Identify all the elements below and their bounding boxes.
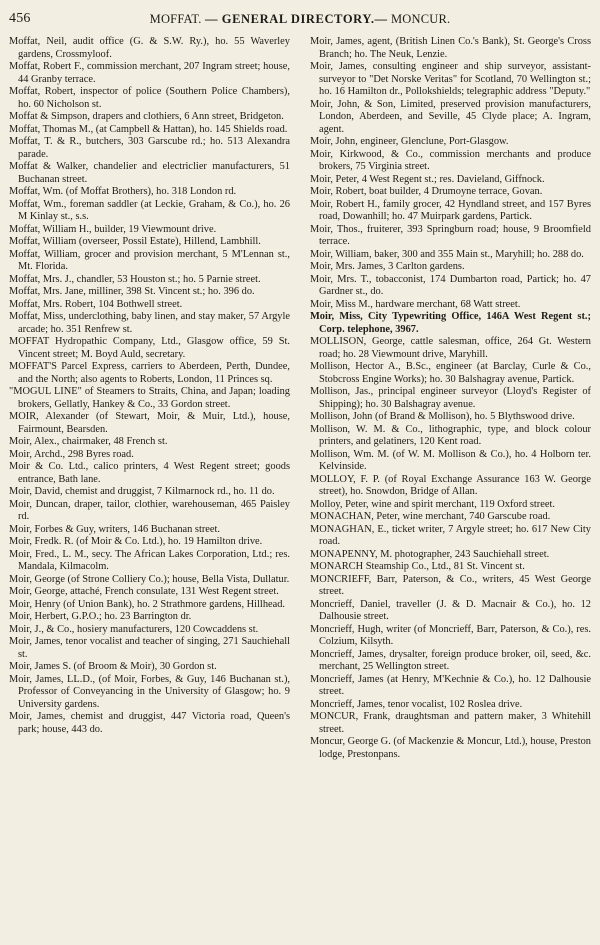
directory-entry: MOLLISON, George, cattle salesman, office, 264 Gt. Western road; ho. 28 Viewmount drive, Maryhill.	[310, 336, 591, 360]
directory-entry: Moffat, Miss, underclothing, baby linen, and stay maker, 57 Argyle arcade; ho. 351 Renfrew st.	[9, 311, 290, 335]
directory-entry: Moffat, T. & R., butchers, 303 Garscube rd.; ho. 513 Alexandra parade.	[9, 136, 290, 160]
directory-entry: Moffat, Mrs. J., chandler, 53 Houston st.; ho. 5 Parnie street.	[9, 273, 261, 285]
directory-entry: Moir, David, chemist and druggist, 7 Kilmarnock rd., ho. 11 do.	[9, 486, 275, 497]
directory-entry: Moncrieff, James, tenor vocalist, 102 Roslea drive.	[310, 698, 523, 710]
directory-entry: Moffat, Mrs. Robert, 104 Bothwell street.	[9, 298, 183, 310]
directory-entry: Moir, James, LL.D., (of Moir, Forbes, & Guy, 146 Buchanan st.), Professor of Conveyancing in the University of Glasgow; ho. 9 University gardens.	[9, 673, 290, 710]
directory-entry: Moffat, Mrs. Jane, milliner, 398 St. Vincent st.; ho. 396 do.	[9, 286, 255, 297]
directory-entry: Mollison, Jas., principal engineer surveyor (Lloyd's Register of Shipping); ho. 30 Balshagray avenue.	[310, 386, 591, 410]
directory-entry: Moffat, William H., builder, 19 Viewmount drive.	[9, 223, 217, 235]
directory-entry: Moir, John, & Son, Limited, preserved provision manufacturers, London, Aberdeen, and Seville, 45 Clyde place; A. Ingram, agent.	[310, 98, 591, 135]
directory-entry: Moir, Henry (of Union Bank), ho. 2 Strathmore gardens, Hillhead.	[9, 598, 286, 610]
directory-entry: Moncrieff, Hugh, writer (of Moncrieff, Barr, Paterson, & Co.), res. Colzium, Kilsyth.	[310, 623, 591, 647]
directory-entry: Moir, Robert, boat builder, 4 Drumoyne terrace, Govan.	[310, 186, 543, 197]
directory-entry: Moir, Archd., 298 Byres road.	[9, 448, 134, 460]
directory-entry: Moir, Fredk. R. (of Moir & Co. Ltd.), ho. 19 Hamilton drive.	[9, 536, 263, 547]
directory-entry: MONCRIEFF, Barr, Paterson, & Co., writers, 45 West George street.	[310, 573, 591, 597]
directory-entry: Moir, James, chemist and druggist, 447 Victoria road, Queen's park; house, 443 do.	[9, 711, 290, 735]
directory-entry: Mollison, W. M. & Co., lithographic, type, and block colour printers, and gelatiners, 120 Kent road.	[310, 423, 591, 447]
directory-entry: Moir, Thos., fruiterer, 393 Springburn road; house, 9 Broomfield terrace.	[310, 223, 591, 247]
directory-entry: MOIR, Alexander (of Stewart, Moir, & Muir, Ltd.), house, Fairmount, Bearsden.	[9, 411, 290, 435]
directory-entry: Molloy, Peter, wine and spirit merchant, 119 Oxford street.	[310, 498, 555, 510]
left-column	[9, 36, 290, 761]
directory-entry: Mollison, John (of Brand & Mollison), ho. 5 Blythswood drive.	[310, 411, 575, 422]
directory-entry: Moffat, Wm., foreman saddler (at Leckie, Graham, & Co.), ho. 26 M Kinlay st., s.s.	[9, 198, 290, 222]
running-title	[9, 12, 591, 27]
directory-entry: Moir, Kirkwood, & Co., commission merchants and produce brokers, 75 Virginia street.	[310, 148, 591, 172]
directory-entry: Moffat & Simpson, drapers and clothiers, 6 Ann street, Bridgeton.	[9, 111, 284, 122]
directory-entry: Moir, George (of Strone Colliery Co.); house, Bella Vista, Dullatur.	[9, 573, 290, 585]
directory-entry: Moir, Herbert, G.P.O.; ho. 23 Barrington dr.	[9, 611, 192, 622]
directory-entry: Moffat, Robert F., commission merchant, 207 Ingram street; house, 44 Granby terrace.	[9, 61, 290, 85]
directory-entry: Moir, Miss M., hardware merchant, 68 Watt street.	[310, 298, 521, 310]
directory-entry: Moir, Miss, City Typewriting Office, 146A West Regent st.; Corp. telephone, 3967.	[310, 311, 591, 335]
directory-entry: MOFFAT Hydropathic Company, Ltd., Glasgow office, 59 St. Vincent street; M. Boyd Auld, secretary.	[9, 336, 290, 360]
title-center: — GENERAL DIRECTORY.—	[204, 12, 388, 26]
directory-entry: Moffat, William (overseer, Possil Estate), Hillend, Lambhill.	[9, 236, 261, 247]
directory-entry: Moir, Alex., chairmaker, 48 French st.	[9, 436, 168, 447]
directory-entry: Moncur, George G. (of Mackenzie & Moncur, Ltd.), house, Preston lodge, Prestonpans.	[310, 736, 591, 760]
directory-entry: Moir, George, attaché, French consulate, 131 West Regent street.	[9, 586, 279, 597]
directory-entry: Moir, James S. (of Broom & Moir), 30 Gordon st.	[9, 661, 217, 672]
directory-entry: MONACHAN, Peter, wine merchant, 740 Garscube road.	[310, 511, 551, 522]
directory-entry: Moir, J., & Co., hosiery manufacturers, 120 Cowcaddens st.	[9, 623, 259, 635]
directory-entry: Moir, Robert H., family grocer, 42 Hyndland street, and 157 Byres road, Dowanhill; ho. 47 Muirpark gardens, Partick.	[310, 198, 591, 222]
directory-entry: Moir, Mrs. James, 3 Carlton gardens.	[310, 261, 465, 272]
directory-entry: Moir, Mrs. T., tobacconist, 174 Dumbarton road, Partick; ho. 47 Gardner st., do.	[310, 273, 591, 297]
directory-entry: MONAGHAN, E., ticket writer, 7 Argyle street; ho. 617 New City road.	[310, 523, 591, 547]
directory-entry: Moffat & Walker, chandelier and electriclier manufacturers, 51 Buchanan street.	[9, 161, 290, 185]
directory-entry: "MOGUL LINE" of Steamers to Straits, China, and Japan; loading brokers, Gellatly, Hankey & Co., 33 Gordon street.	[9, 386, 290, 410]
directory-entry: Moir, Duncan, draper, tailor, clothier, warehouseman, 465 Paisley rd.	[9, 498, 290, 522]
directory-entry: Moffat, Thomas M., (at Campbell & Hattan), ho. 145 Shields road.	[9, 123, 288, 135]
directory-entry: MONCUR, Frank, draughtsman and pattern maker, 3 Whitehill street.	[310, 711, 591, 735]
directory-entry: Moffat, William, grocer and provision merchant, 5 M'Lennan st., Mt. Florida.	[9, 248, 290, 272]
directory-entry: Moir, John, engineer, Glenclune, Port-Glasgow.	[310, 136, 509, 147]
directory-entry: MOFFAT'S Parcel Express, carriers to Aberdeen, Perth, Dundee, and the North; also agents to Roberts, London, 11 Princes sq.	[9, 361, 290, 385]
directory-entry: Moir, James, tenor vocalist and teacher of singing, 271 Sauchiehall st.	[9, 636, 290, 660]
directory-entry: Mollison, Wm. M. (of W. M. Mollison & Co.), ho. 4 Holborn ter. Kelvinside.	[310, 448, 591, 472]
directory-entry: Moir, Forbes & Guy, writers, 146 Buchanan street.	[9, 523, 221, 535]
directory-entry: Moncrieff, James (at Henry, M'Kechnie & Co.), ho. 12 Dalhousie street.	[310, 673, 591, 697]
right-column	[310, 36, 591, 761]
directory-columns	[9, 36, 591, 761]
directory-entry: Moir, James, consulting engineer and ship surveyor, assistant-surveyor to "Det Norske Veritas" for Scotland, 70 Wellington st.; ho. 16 Hamilton dr., Pollokshields; telegraphic address "Deputy."	[310, 61, 591, 97]
directory-entry: Moncrieff, James, drysalter, foreign produce broker, oil, seed, &c. merchant, 25 Wellington street.	[310, 648, 591, 672]
directory-entry: Moncrieff, Daniel, traveller (J. & D. Macnair & Co.), ho. 12 Dalhousie street.	[310, 598, 591, 622]
directory-entry: MONAPENNY, M. photographer, 243 Sauchiehall street.	[310, 548, 550, 560]
directory-entry: Moir, Fred., L. M., secy. The African Lakes Corporation, Ltd.; res. Mandala, Kilmacolm.	[9, 548, 290, 572]
directory-entry: Moir, James, agent, (British Linen Co.'s Bank), St. George's Cross Branch; ho. The Neuk, Lenzie.	[310, 36, 591, 60]
title-left: MOFFAT.	[149, 12, 202, 26]
directory-entry: Moir, William, baker, 300 and 355 Main st., Maryhill; ho. 288 do.	[310, 248, 584, 260]
directory-entry: Moffat, Wm. (of Moffat Brothers), ho. 318 London rd.	[9, 186, 237, 197]
page-number: 456	[9, 11, 31, 26]
directory-entry: Mollison, Hector A., B.Sc., engineer (at Barclay, Curle & Co., Stobcross Engine Works); ho. 30 Balshagray avenue, Partick.	[310, 361, 591, 385]
directory-entry: MONARCH Steamship Co., Ltd., 81 St. Vincent st.	[310, 561, 525, 572]
directory-entry: Moir & Co. Ltd., calico printers, 4 West Regent street; goods entrance, Bath lane.	[9, 461, 290, 485]
page-header	[9, 10, 591, 36]
directory-entry: Moir, Peter, 4 West Regent st.; res. Davieland, Giffnock.	[310, 173, 545, 185]
directory-entry: Moffat, Neil, audit office (G. & S.W. Ry.), ho. 55 Waverley gardens, Crossmyloof.	[9, 36, 290, 60]
directory-entry: Moffat, Robert, inspector of police (Southern Police Chambers), ho. 60 Nicholson st.	[9, 86, 290, 110]
title-right: MONCUR.	[390, 12, 451, 26]
directory-entry: MOLLOY, F. P. (of Royal Exchange Assurance 163 W. George street), ho. Snowdon, Bridge of Allan.	[310, 473, 591, 497]
